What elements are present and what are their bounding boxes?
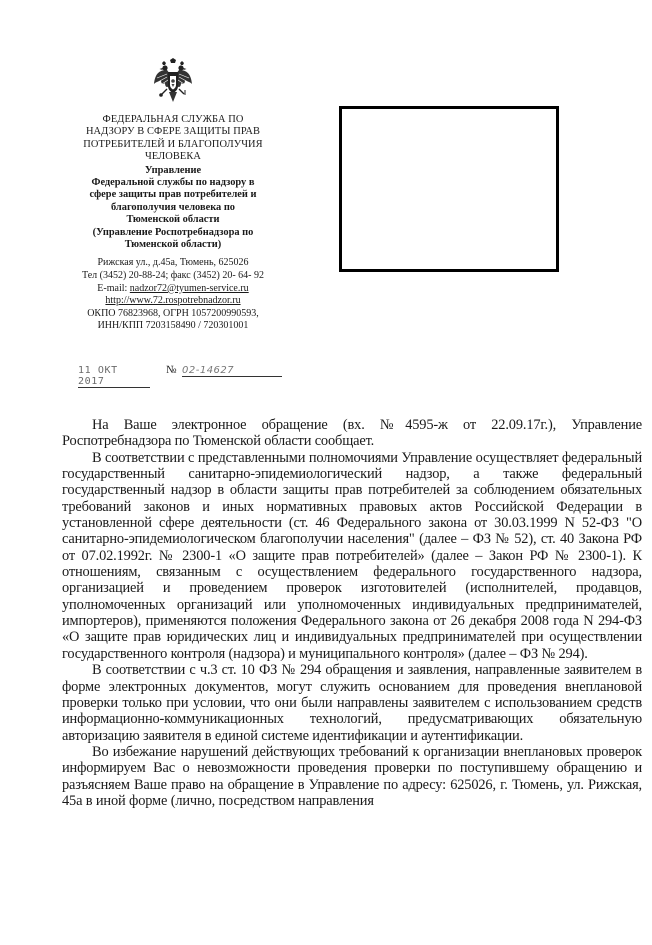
agency-line: ПОТРЕБИТЕЛЕЙ И БЛАГОПОЛУЧИЯ [83,138,263,150]
department-line: Тюменской области [126,214,220,226]
redacted-recipient-box [339,106,559,272]
address: Рижская ул., д.45а, Тюмень, 625026 [97,257,249,269]
paragraph: В соответствии с ч.3 ст. 10 ФЗ № 294 обращения и заявления, направленные заявителем в форме электронных документов, могут служить основанием для проведения внеплановой проверки только при условии, что они были направлены заявителем с использованием средств информационно-коммуникационных технологий, предусматривающих обязательную авторизацию заявителя в единой системе идентификации и аутентификации. [62,662,642,744]
department-name [62,165,284,252]
department-line: Управление [144,164,202,176]
registration-number: 02-14627 [182,365,282,377]
letter-body [62,417,642,809]
number-label: № [166,364,177,376]
registration-line [78,364,286,387]
email-line [62,283,284,296]
double-headed-eagle-emblem-icon [153,58,193,104]
department-line: благополучия человека по [110,201,236,213]
paragraph: На Ваше электронное обращение (вх. №4595-ж от 22.09.17г.), Управление Роспотребнадзора по Тюменской области сообщает. [62,417,642,450]
contact-block [62,257,284,333]
agency-name [62,114,284,164]
agency-line: НАДЗОРУ В СФЕРЕ ЗАЩИТЫ ПРАВ [85,126,261,138]
phone-fax: Тел (3452) 20-88-24; факс (3452) 20- 64- 92 [81,270,265,282]
website-link[interactable]: http://www.72.rospotrebnadzor.ru [105,295,241,307]
inn-kpp: ИНН/КПП 7203158490 / 720301001 [97,320,249,332]
email-link[interactable]: nadzor72@tyumen-service.ru [129,282,249,294]
department-line: Тюменской области) [124,239,222,251]
email-label: E-mail: [97,282,130,294]
agency-line: ЧЕЛОВЕКА [144,151,202,163]
department-line: (Управление Роспотребнадзора по [92,226,254,238]
department-line: Федеральной службы по надзору в [91,177,255,189]
registration-date: 11 ОКТ 2017 [78,365,150,388]
paragraph: В соответствии с представленными полномочиями Управление осуществляет федеральный государственный санитарно-эпидемиологический надзор, а также федеральный государственный надзор в области защиты прав потребителей за соблюдением обязательных требований законов и иных нормативных правовых актов Российской Федерации в установленной сфере деятельности (ст. 46 Федерального закона от 30.03.1999 N 52-ФЗ "О санитарно-эпидемиологическом благополучии населения" (далее – ФЗ № 52), ст. 40 Закона РФ от 07.02.1992г. № 2300-1 «О защите прав потребителей» (далее – Закон РФ № 2300-1). К отношениям, связанным с осуществлением федерального государственного надзора, организацией и проведением проверок изготовителей (исполнителей, продавцов, уполномоченных организаций или уполномоченных индивидуальных предпринимателей, импортеров), применяются положения Федерального закона от 26 декабря 2008 года N 294-ФЗ «О защите прав юридических лиц и индивидуальных предпринимателей при осуществлении государственного контроля (надзора) и муниципального контроля» (далее – ФЗ № 294). [62,449,642,662]
okpo-ogrn: ОКПО 76823968, ОГРН 1057200990593, [87,307,259,319]
agency-line: ФЕДЕРАЛЬНАЯ СЛУЖБА ПО [102,114,244,125]
paragraph: Во избежание нарушений действующих требований к организации внеплановых проверок информируем Вас о невозможности проведения проверки по поступившему обращению и разъясняем Ваше право на обращение в Управление по адресу: 625026, г. Тюмень, ул. Рижская, 45а в иной форме (лично, посредством направления [62,743,642,809]
department-line: сфере защиты прав потребителей и [89,189,257,201]
letterhead [62,58,284,333]
